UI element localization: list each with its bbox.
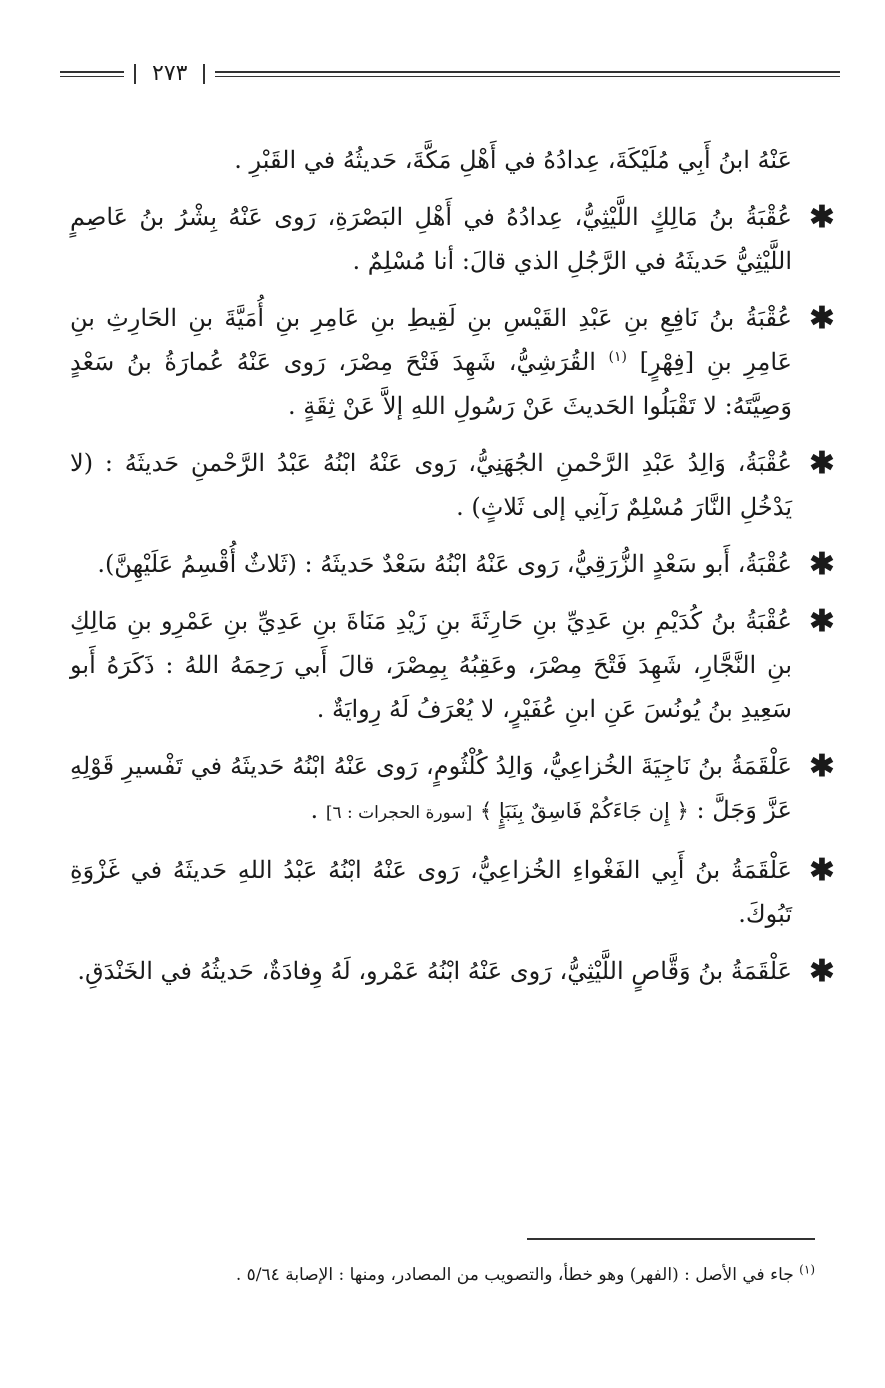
star-bullet-icon: ✱ xyxy=(809,301,835,336)
entry-uqba-ibn-kudaym xyxy=(70,599,840,731)
star-bullet-icon: ✱ xyxy=(809,853,835,888)
star-bullet-icon: ✱ xyxy=(809,446,835,481)
entry-text: عُقْبَةُ، وَالِدُ عَبْدِ الرَّحْمنِ الجُهَنِيُّ، رَوى عَنْهُ ابْنُهُ عَبْدُ الرَّحْمنِ حَديثَهُ : (لا يَدْخُلِ النَّارَ مُسْلِمٌ رَآنِي إلى ثَلاثٍ) . xyxy=(70,449,792,521)
page-body xyxy=(70,138,840,1006)
page-number: ٢٧٣ xyxy=(152,61,188,86)
header-tick-right xyxy=(203,64,205,84)
entry-text: عَنْهُ ابنُ أَبِي مُلَيْكَةَ، عِدادُهُ في أَهْلِ مَكَّةَ، حَديثُهُ في القَبْرِ . xyxy=(234,146,792,174)
entry-text-after: القُرَشِيُّ، شَهِدَ فَتْحَ مِصْرَ، رَوى عَنْهُ عُمارَةُ بنُ سَعْدٍ وَصِيَّتَهُ: لا تَقْبَلُوا الحَديثَ عَنْ رَسُولِ اللهِ إلاَّ عَنْ ثِقَةٍ . xyxy=(70,348,792,420)
entry-uqba-father-of-abdulrahman xyxy=(70,441,840,529)
entry-text: عُقْبَةُ بنُ كُدَيْمِ بنِ عَدِيِّ بنِ حَارِثَةَ بنِ زَيْدِ مَنَاةَ بنِ عَدِيِّ بنِ عَمْرِو بنِ مَالِكِ بنِ النَّجَّارِ، شَهِدَ فَتْحَ مِصْرَ، وعَقِبُهُ بِمِصْرَ، قالَ أَبي رَحِمَهُ اللهُ : ذَكَرَهُ أَبو سَعِيدِ بنُ يُونُسَ عَنِ ابنِ عُفَيْرٍ، لا يُعْرَفُ لَهُ رِوايَةٌ . xyxy=(70,607,792,723)
header-tick-left xyxy=(134,64,136,84)
entry-uqba-ibn-malik xyxy=(70,195,840,283)
footnote xyxy=(45,1262,815,1288)
entry-uqba-abu-saad xyxy=(70,542,840,586)
footnote-text: جاء في الأصل : (الفهر) وهو خطأ، والتصويب من المصادر، ومنها : الإصابة ٥/٦٤ . xyxy=(235,1265,794,1285)
header-rule-right xyxy=(215,69,840,79)
header-rule-left xyxy=(60,69,124,79)
star-bullet-icon: ✱ xyxy=(809,547,835,582)
star-bullet-icon: ✱ xyxy=(809,749,835,784)
entry-text: عَلْقَمَةُ بنُ أَبِي الفَغْواءِ الخُزاعِيُّ، رَوى عَنْهُ ابْنُهُ عَبْدُ اللهِ حَديثَهُ في غَزْوَةِ تَبُوكَ. xyxy=(70,856,792,928)
entry-text: عَلْقَمَةُ بنُ وَقَّاصٍ اللَّيْثِيُّ، رَوى عَنْهُ ابْنُهُ عَمْرو، لَهُ وِفادَةٌ، حَديثُهُ في الخَنْدَقِ. xyxy=(77,957,792,985)
entry-text: عُقْبَةُ بنُ مَالِكٍ اللَّيْثِيُّ، عِدادُهُ في أَهْلِ البَصْرَةِ، رَوى عَنْهُ بِشْرُ بنُ عَاصِمٍ اللَّيْثِيُّ حَديثَهُ في الرَّجُلِ الذي قالَ: أنا مُسْلِمٌ . xyxy=(70,203,792,275)
footnote-separator xyxy=(527,1238,815,1240)
entry-text: عُقْبَةُ بنُ نَافِعِ بنِ عَبْدِ القَيْسِ بنِ لَقِيطِ بنِ عَامِرِ بنِ أُمَيَّةَ بنِ الحَارِثِ بنِ عَامِرِ بنِ [فِهْرٍ] xyxy=(70,304,793,376)
entry-text: عُقْبَةُ، أَبو سَعْدٍ الزُّرَقِيُّ، رَوى عَنْهُ ابْنُهُ سَعْدٌ حَديثَهُ : (ثَلاثٌ أُقْسِمُ عَلَيْهِنَّ). xyxy=(97,550,792,578)
footnote-number: (١) xyxy=(799,1262,815,1277)
entry-text: عَلْقَمَةُ بنُ نَاجِيَةَ الخُزاعِيُّ، وَالِدُ كُلْثُومٍ، رَوى عَنْهُ ابْنُهُ حَديثَهُ في تَفْسيرِ قَوْلِهِ عَزَّ وَجَلَّ : xyxy=(70,752,792,824)
footnote-reference: (١) xyxy=(608,349,628,365)
entry-continuation xyxy=(70,138,840,182)
star-bullet-icon: ✱ xyxy=(809,954,835,989)
entry-text-after: . xyxy=(310,796,319,824)
entry-alqama-ibn-waqqas xyxy=(70,949,840,993)
star-bullet-icon: ✱ xyxy=(809,604,835,639)
star-bullet-icon: ✱ xyxy=(809,200,835,235)
entry-alqama-ibn-abi-alfaghwa xyxy=(70,848,840,936)
page-header xyxy=(60,56,840,92)
entry-alqama-ibn-najiya xyxy=(70,744,840,835)
entry-uqba-ibn-nafi xyxy=(70,296,840,428)
sura-reference: [سورة الحجرات : ٦] xyxy=(325,803,473,823)
quran-quote: ﴿ إِن جَاءَكُمْ فَاسِقٌ بِنَبَإٍ ﴾ xyxy=(479,799,689,823)
